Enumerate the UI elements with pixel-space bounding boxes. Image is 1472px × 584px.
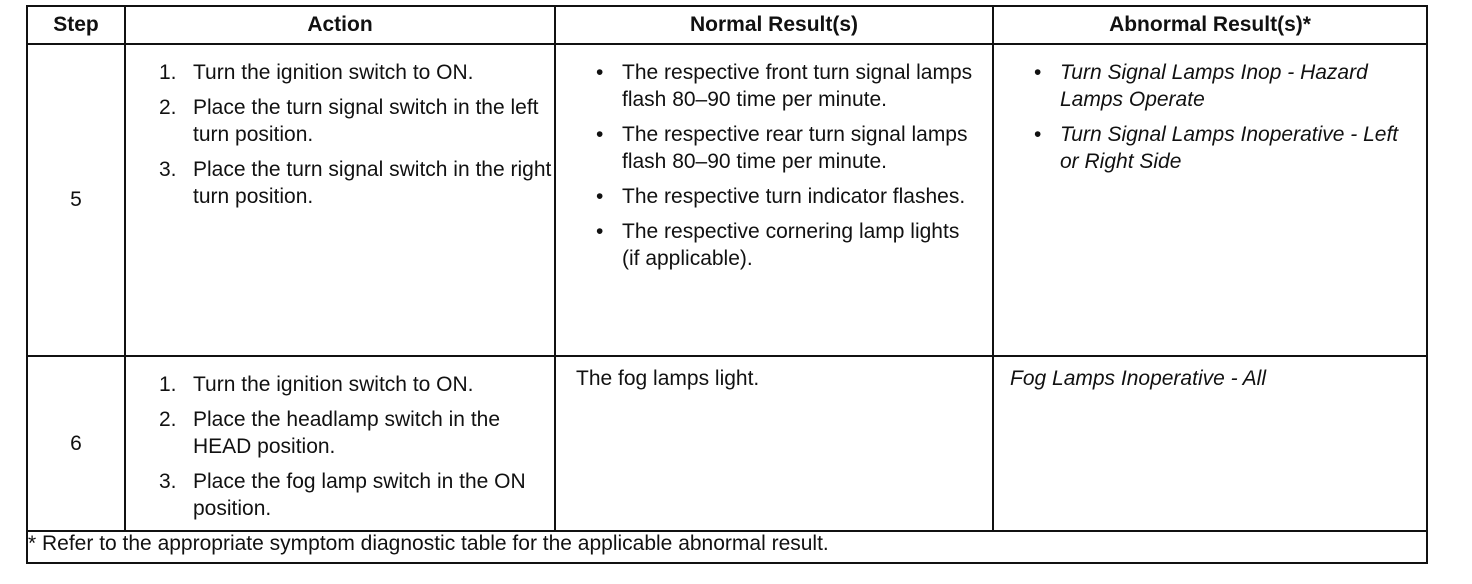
- abnormal-results-list: [994, 45, 1426, 175]
- abnormal-result-text: Fog Lamps Inoperative - All: [1010, 367, 1267, 390]
- action-item: 2. Place the headlamp switch in the HEAD position.: [159, 408, 501, 458]
- list-item: • Turn Signal Lamps Inoperative - Left or Right Side: [1034, 123, 1399, 173]
- action-list: [126, 357, 554, 522]
- diagnostic-table: [26, 5, 1428, 564]
- normal-result-text: The fog lamps light.: [576, 367, 760, 390]
- action-cell: [125, 356, 555, 531]
- abnormal-results-cell: [993, 356, 1427, 531]
- header-step: Step: [27, 6, 125, 44]
- list-item: • Turn Signal Lamps Inop - Hazard Lamps Operate: [1034, 61, 1368, 111]
- list-item: • The respective turn indicator flashes.: [596, 185, 966, 208]
- normal-results-list: [556, 45, 992, 272]
- header-abnormal-results: Abnormal Result(s)*: [993, 6, 1427, 44]
- action-item: 3. Place the fog lamp switch in the ON position.: [159, 470, 526, 520]
- header-normal-results: Normal Result(s): [555, 6, 993, 44]
- list-item: • The respective rear turn signal lamps flash 80–90 time per minute.: [596, 123, 968, 173]
- action-cell: [125, 44, 555, 356]
- footnote: * Refer to the appropriate symptom diagnostic table for the applicable abnormal result.: [27, 531, 1427, 563]
- normal-results-cell: [555, 44, 993, 356]
- normal-results-cell: [555, 356, 993, 531]
- list-item: • The respective front turn signal lamps flash 80–90 time per minute.: [596, 61, 973, 111]
- abnormal-results-cell: [993, 44, 1427, 356]
- table-row-step-5: [27, 44, 1427, 356]
- header-action: Action: [125, 6, 555, 44]
- action-item: 2. Place the turn signal switch in the left turn position.: [159, 96, 539, 146]
- header-row: [27, 6, 1427, 44]
- action-item: 3. Place the turn signal switch in the right turn position.: [159, 158, 552, 208]
- list-item: • The respective cornering lamp lights (if applicable).: [596, 220, 960, 270]
- footnote-row: [27, 531, 1427, 563]
- action-item: 1. Turn the ignition switch to ON.: [159, 373, 474, 396]
- action-item: 1. Turn the ignition switch to ON.: [159, 61, 474, 84]
- step-number: 5: [27, 44, 125, 356]
- table-row-step-6: [27, 356, 1427, 531]
- step-number: 6: [27, 356, 125, 531]
- action-list: [126, 45, 554, 210]
